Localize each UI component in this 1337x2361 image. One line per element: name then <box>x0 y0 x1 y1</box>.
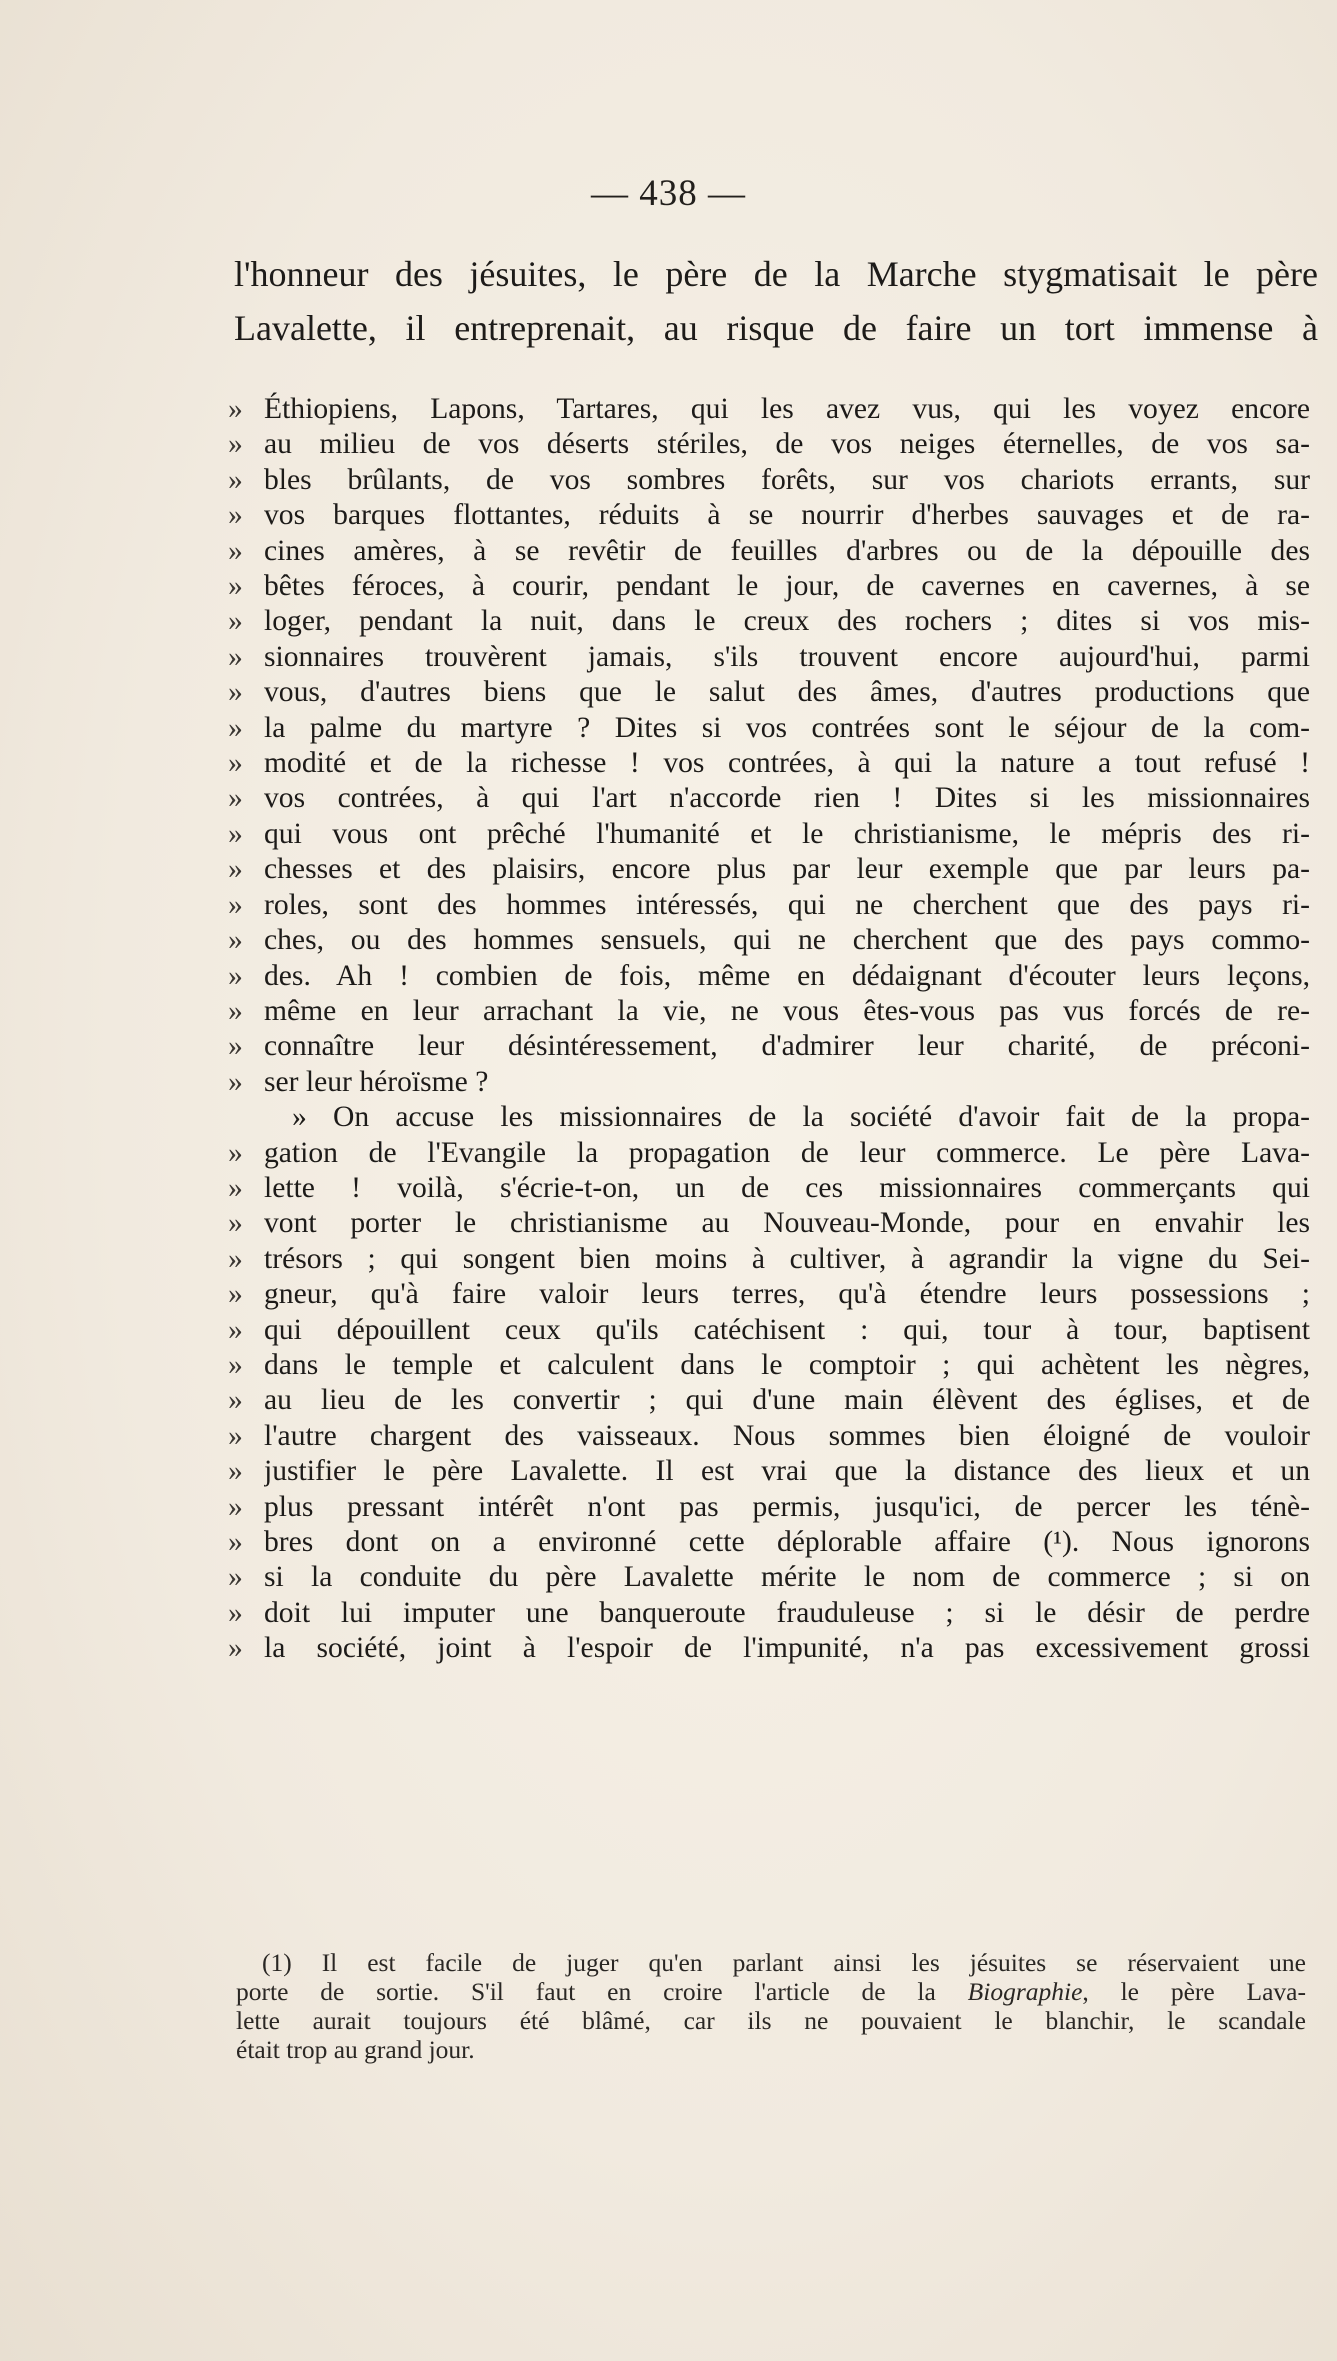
quote-line-text: bles brûlants, de vos sombres forêts, sur vos chariots errants, sur <box>264 463 1310 496</box>
guillemet-mark: » <box>228 1136 243 1169</box>
footnote-line: (1) Il est facile de juger qu'en parlant ainsi les jésuites se réservaient une <box>262 1948 1306 1977</box>
quote-line-text: trésors ; qui songent bien moins à cultiver, à agrandir la vigne du Sei- <box>264 1242 1310 1275</box>
guillemet-mark: » <box>228 1030 243 1063</box>
quote-line <box>228 852 1310 887</box>
quote-line-text: même en leur arrachant la vie, ne vous êtes-vous pas vus forcés de re- <box>264 994 1310 1027</box>
quote-line-text: gneur, qu'à faire valoir leurs terres, qu'à étendre leurs possessions ; <box>264 1278 1310 1311</box>
quote-line <box>228 1100 1310 1135</box>
quote-line-text: qui dépouillent ceux qu'ils catéchisent : qui, tour à tour, baptisent <box>264 1313 1310 1346</box>
quote-line <box>228 1206 1310 1241</box>
guillemet-mark: » <box>228 711 243 744</box>
quote-line-text: connaître leur désintéressement, d'admirer leur charité, de préconi- <box>264 1030 1310 1063</box>
quote-line <box>228 569 1310 604</box>
guillemet-mark: » <box>228 994 243 1027</box>
guillemet-mark: » <box>228 1242 243 1275</box>
guillemet-mark: » <box>228 570 243 603</box>
guillemet-mark: » <box>228 1207 243 1240</box>
quote-line-text: modité et de la richesse ! vos contrées, à qui la nature a tout refusé ! <box>264 747 1310 780</box>
quote-line <box>228 888 1310 923</box>
guillemet-mark: » <box>228 1419 243 1452</box>
footnote-line: était trop au grand jour. <box>236 2035 475 2064</box>
quote-line <box>228 711 1310 746</box>
quote-line <box>228 1065 1310 1100</box>
quote-line-text: vous, d'autres biens que le salut des âmes, d'autres productions que <box>264 676 1310 709</box>
guillemet-mark: » <box>228 676 243 709</box>
quote-line-text: vos contrées, à qui l'art n'accorde rien ! Dites si les missionnaires <box>264 782 1310 815</box>
quote-line <box>228 427 1310 462</box>
guillemet-mark: » <box>228 1455 243 1488</box>
quote-line <box>228 1313 1310 1348</box>
quote-line-text: chesses et des plaisirs, encore plus par leur exemple que par leurs pa- <box>264 853 1310 886</box>
quote-line-text: la palme du martyre ? Dites si vos contrées sont le séjour de la com- <box>264 711 1310 744</box>
quote-line-text: Éthiopiens, Lapons, Tartares, qui les avez vus, qui les voyez encore <box>264 393 1310 425</box>
quote-line <box>228 1136 1310 1171</box>
guillemet-mark: » <box>228 463 243 496</box>
quote-line <box>228 1454 1310 1489</box>
guillemet-mark: » <box>228 640 243 673</box>
footnote <box>236 1948 1306 2064</box>
quote-line-text: » On accuse les missionnaires de la société d'avoir fait de la propa- <box>292 1101 1310 1134</box>
guillemet-mark: » <box>228 428 243 461</box>
guillemet-mark: » <box>228 1632 243 1665</box>
guillemet-mark: » <box>228 1171 243 1204</box>
quote-line-text: ches, ou des hommes sensuels, qui ne cherchent que des pays commo- <box>264 924 1310 957</box>
quote-line <box>228 463 1310 498</box>
book-title-italic: Biographie <box>967 1977 1083 2006</box>
guillemet-mark: » <box>228 1313 243 1346</box>
quote-line-text: justifier le père Lavalette. Il est vrai que la distance des lieux et un <box>264 1455 1310 1488</box>
quote-line-text: roles, sont des hommes intéressés, qui ne cherchent que des pays ri- <box>264 888 1310 921</box>
quote-line-text: ser leur héroïsme ? <box>264 1065 489 1098</box>
quote-line <box>228 994 1310 1029</box>
quote-line <box>228 1419 1310 1454</box>
guillemet-mark: » <box>228 1561 243 1594</box>
guillemet-mark: » <box>228 1065 243 1098</box>
quote-line-text: doit lui imputer une banqueroute frauduleuse ; si le désir de perdre <box>264 1596 1310 1629</box>
quote-line <box>228 1560 1310 1595</box>
footnote-line: porte de sortie. S'il faut en croire l'article de la Biographie, le père Lava- <box>236 1977 1306 2006</box>
guillemet-mark: » <box>228 782 243 815</box>
body-line: l'honneur des jésuites, le père de la Marche stygmatisait le père <box>234 254 1318 294</box>
quote-line <box>228 1596 1310 1631</box>
quote-line-text: si la conduite du père Lavalette mérite le nom de commerce ; si on <box>264 1561 1310 1594</box>
quote-line <box>228 923 1310 958</box>
quote-line <box>228 817 1310 852</box>
quote-line-text: dans le temple et calculent dans le comptoir ; qui achètent les nègres, <box>264 1348 1310 1381</box>
quote-line-text: loger, pendant la nuit, dans le creux des rochers ; dites si vos mis- <box>264 605 1310 638</box>
quote-line-text: bres dont on a environné cette déplorable affaire (¹). Nous ignorons <box>264 1526 1310 1558</box>
guillemet-mark: » <box>228 1384 243 1417</box>
guillemet-mark: » <box>228 959 243 992</box>
quote-line <box>228 1171 1310 1206</box>
quote-line <box>228 781 1310 816</box>
guillemet-mark: » <box>228 499 243 532</box>
quote-line <box>228 498 1310 533</box>
guillemet-mark: » <box>228 605 243 638</box>
guillemet-mark: » <box>228 853 243 886</box>
guillemet-mark <box>228 1100 264 1135</box>
page-number: — 438 — <box>591 173 746 214</box>
quote-line-text: gation de l'Evangile la propagation de leur commerce. Le père Lava- <box>264 1136 1310 1169</box>
guillemet-mark: » <box>228 393 243 425</box>
guillemet-mark: » <box>228 1526 243 1558</box>
quote-line <box>228 675 1310 710</box>
quote-line-text: qui vous ont prêché l'humanité et le christianisme, le mépris des ri- <box>264 817 1310 850</box>
quote-line <box>228 746 1310 781</box>
quote-line-text: la société, joint à l'espoir de l'impunité, n'a pas excessivement grossi <box>264 1632 1310 1665</box>
quote-line-text: sionnaires trouvèrent jamais, s'ils trouvent encore aujourd'hui, parmi <box>264 640 1310 673</box>
quote-line <box>228 1631 1310 1666</box>
quote-line-text: plus pressant intérêt n'ont pas permis, jusqu'ici, de percer les ténè- <box>264 1490 1310 1523</box>
quote-line <box>228 1348 1310 1383</box>
guillemet-mark: » <box>228 1596 243 1629</box>
quote-line <box>228 1277 1310 1312</box>
guillemet-mark: » <box>228 888 243 921</box>
quote-line-text: cines amères, à se revêtir de feuilles d'arbres ou de la dépouille des <box>264 534 1310 567</box>
quote-line <box>228 1525 1310 1560</box>
quote-line <box>228 1383 1310 1418</box>
guillemet-mark: » <box>228 1278 243 1311</box>
quote-line-text: bêtes féroces, à courir, pendant le jour, de cavernes en cavernes, à se <box>264 570 1310 603</box>
quote-line-text: vos barques flottantes, réduits à se nourrir d'herbes sauvages et de ra- <box>264 499 1310 532</box>
guillemet-mark: » <box>228 817 243 850</box>
quote-line-text: lette ! voilà, s'écrie-t-on, un de ces missionnaires commerçants qui <box>264 1171 1310 1204</box>
quote-line <box>228 1242 1310 1277</box>
guillemet-mark: » <box>228 924 243 957</box>
footnote-line: lette aurait toujours été blâmé, car ils ne pouvaient le blanchir, le scandale <box>236 2006 1306 2035</box>
quote-line <box>228 1490 1310 1525</box>
quote-line <box>228 1029 1310 1064</box>
quote-line-text: au milieu de vos déserts stériles, de vos neiges éternelles, de vos sa- <box>264 428 1310 461</box>
quote-line <box>228 604 1310 639</box>
quote-line-text: des. Ah ! combien de fois, même en dédaignant d'écouter leurs leçons, <box>264 959 1310 992</box>
quote-line-text: vont porter le christianisme au Nouveau-Monde, pour en envahir les <box>264 1207 1310 1240</box>
quote-line <box>228 534 1310 569</box>
quote-line <box>228 959 1310 994</box>
quote-line-text: l'autre chargent des vaisseaux. Nous sommes bien éloigné de vouloir <box>264 1419 1310 1452</box>
body-text-top <box>234 247 1318 355</box>
guillemet-mark: » <box>228 747 243 780</box>
guillemet-mark: » <box>228 1490 243 1523</box>
quote-line <box>228 640 1310 675</box>
quoted-passage <box>228 392 1310 1667</box>
body-line: Lavalette, il entreprenait, au risque de faire un tort immense à <box>234 308 1318 348</box>
quote-line <box>228 392 1310 427</box>
guillemet-mark: » <box>228 534 243 567</box>
quote-line-text: au lieu de les convertir ; qui d'une main élèvent des églises, et de <box>264 1384 1310 1417</box>
guillemet-mark: » <box>228 1348 243 1381</box>
